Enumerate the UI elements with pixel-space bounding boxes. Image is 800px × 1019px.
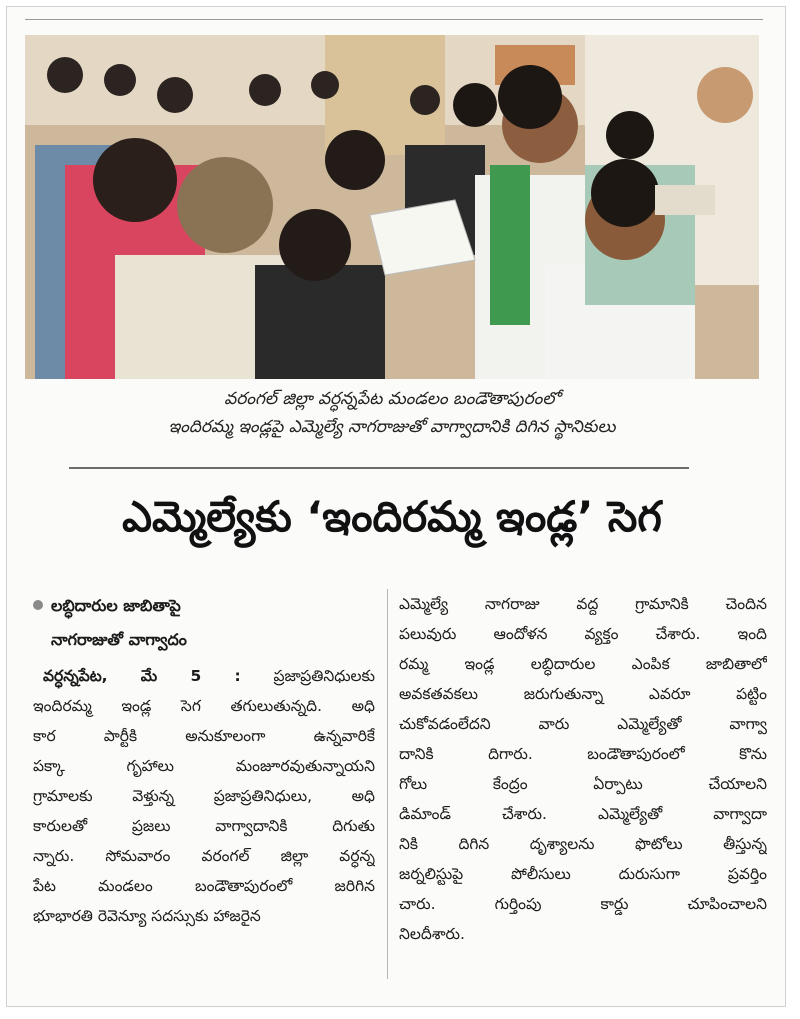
column-divider <box>387 589 388 979</box>
article-line: రమ్మ ఇండ్ల లబ్ధిదారుల ఎంపిక జాబితాలో <box>399 655 767 673</box>
news-photo <box>25 35 759 379</box>
article-line: ఎమ్మెల్యే నాగరాజు వద్ద గ్రామానికి చెందిన <box>399 595 767 613</box>
subhead-line-1 <box>33 589 375 623</box>
article-line: కార పార్టీకి అనుకూలంగా ఉన్నవారికే <box>33 727 375 745</box>
article-line: పలువురు ఆందోళన వ్యక్తం చేశారు. ఇంది <box>399 625 767 643</box>
article-column-left <box>33 589 375 931</box>
caption-divider <box>69 467 689 469</box>
subhead-line-2: నాగరాజుతో వాగ్వాదం <box>51 630 187 649</box>
top-rule <box>25 19 763 20</box>
subhead-text-1: లబ్ధిదారుల జాబితాపై <box>51 596 181 615</box>
article-line: న్నారు. సోమవారం వరంగల్ జిల్లా వర్ధన్న <box>33 847 375 865</box>
article-column-right <box>399 589 767 949</box>
article-line: చారు. గుర్తింపు కార్డు చూపించాలని <box>399 895 767 913</box>
caption-line-1: వరంగల్ జిల్లా వర్ధన్నపేట మండలం బండౌతాపురంలో <box>224 389 560 409</box>
caption-line-2: ఇందిరమ్మ ఇండ్లపై ఎమ్మెల్యే నాగరాజుతో వాగ్వాదానికి దిగిన స్థానికులు <box>168 417 616 437</box>
article-line: పక్కా గృహాలు మంజూరవుతున్నాయని <box>33 757 375 775</box>
article-line: అవకతవకలు జరుగుతున్నా ఎవరూ పట్టిం <box>399 685 767 703</box>
article-line: డిమాండ్ చేశారు. ఎమ్మెల్యేతో వాగ్వాదా <box>399 805 767 823</box>
headline: ఎమ్మెల్యేకు ‘ఇందిరమ్మ ఇండ్ల’ సెగ <box>122 492 662 541</box>
article-line: గ్రామాలకు వెళ్తున్న ప్రజాప్రతినిధులు, అధి <box>33 787 375 805</box>
photo-image <box>25 35 759 379</box>
article-line: జర్నలిస్టుపై పోలీసులు దురుసుగా ప్రవర్తిం <box>399 865 767 883</box>
newspaper-clipping <box>6 6 786 1007</box>
article-line: ఇందిరమ్మ ఇండ్ల సెగ తగులుతున్నది. అధి <box>33 697 375 715</box>
bullet-icon <box>33 600 43 610</box>
article-line: నిలదీశారు. <box>399 925 465 943</box>
article-line: పేట మండలం బండౌతాపురంలో జరిగిన <box>33 877 375 895</box>
article-line: చుకోవడంలేదని వారు ఎమ్మెల్యేతో వాగ్వా <box>399 715 767 733</box>
article-line: భూభారతి రెవెన్యూ సదస్సుకు హాజరైన <box>33 907 261 925</box>
article-line: కారులతో ప్రజలు వాగ్వాదానికి దిగుతు <box>33 817 375 835</box>
article-line: నికి దిగిన దృశ్యాలను ఫొటోలు తీస్తున్న <box>399 835 767 853</box>
article-text: ప్రజాప్రతినిధులకు <box>273 667 375 685</box>
article-line: దానికి దిగారు. బండౌతాపురంలో కొను <box>399 745 767 763</box>
article-line: గోలు కేంద్రం ఏర్పాటు చేయాలని <box>399 775 767 793</box>
article-line <box>33 661 375 691</box>
photo-caption <box>25 385 759 441</box>
dateline: వర్ధన్నపేట, మే 5 : <box>43 667 241 685</box>
